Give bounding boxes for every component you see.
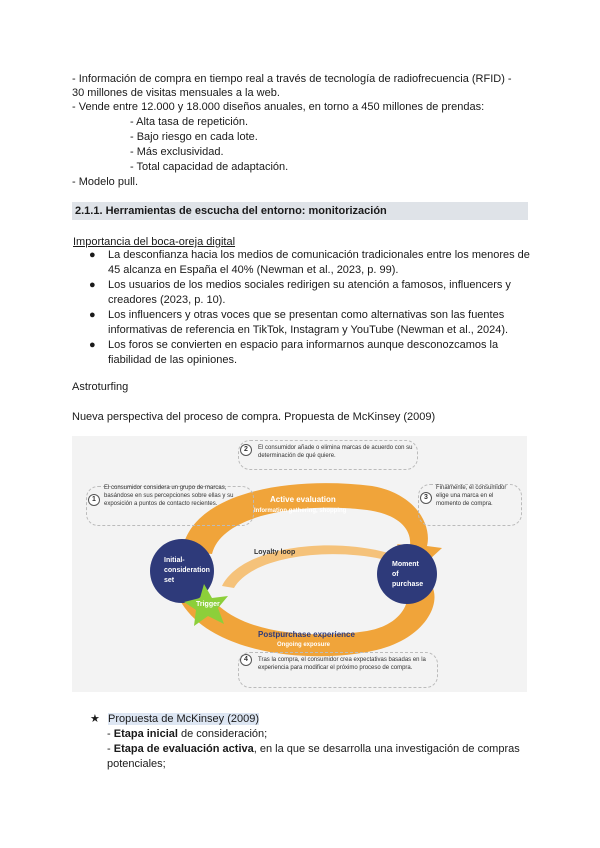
step-2-badge: 2	[240, 444, 252, 456]
moment-label-3: purchase	[392, 581, 424, 588]
bullet-list	[80, 248, 530, 368]
mckinsey-title-line	[90, 712, 259, 727]
intro-sub-item-1: - Alta tasa de repetición.	[130, 116, 249, 128]
intro-line-3: - Vende entre 12.000 y 18.000 diseños anuales, en torno a 450 millones de prendas:	[72, 101, 485, 113]
step-4-badge: 4	[240, 654, 252, 666]
postpurchase-title: Postpurchase experience	[258, 630, 355, 639]
step-1-badge: 1	[88, 494, 100, 506]
note-2: El consumidor añade o elimina marcas de acuerdo con su determinación de qué quiere.	[258, 445, 413, 459]
trigger-label: Trigger	[196, 601, 220, 608]
moment-label-1: Moment	[392, 561, 419, 568]
postpurchase-sub: Ongoing exposure	[277, 642, 331, 648]
section-heading: 2.1.1. Herramientas de escucha del entorno: monitorización	[72, 202, 528, 220]
note-4: Tras la compra, el consumidor crea expectativas basadas en la experiencia para modificar el próximo proceso de compra.	[258, 657, 426, 671]
active-evaluation-title: Active evaluation	[270, 495, 336, 504]
mckinsey-item-2: - Etapa de evaluación activa, en la que se desarrolla una investigación de compras	[107, 743, 520, 755]
initial-label-1: Initial-	[164, 557, 185, 564]
section-subheading: Importancia del boca-oreja digital	[73, 236, 236, 248]
purchase-journey-diagram	[72, 436, 527, 692]
bullet-item: ● La desconfianza hacia los medios de comunicación tradicionales entre los menores de 45 alcanza en España el 40% (Newman et al., 2023, p. 99).	[89, 249, 530, 276]
bullet-item: ● Los usuarios de los medios sociales redirigen su atención a famosos, influencers y creadores (2023, p. 10).	[89, 279, 511, 306]
star-icon: ★	[90, 713, 100, 725]
step-3-badge: 3	[420, 492, 432, 504]
moment-of-purchase-circle	[377, 544, 437, 604]
note-3: Finalmente, el consumidor elige una marca en el momento de compra.	[436, 485, 507, 507]
mckinsey-item-1: - Etapa inicial de consideración;	[107, 728, 268, 740]
intro-line-2: 30 millones de visitas mensuales a la web.	[72, 87, 280, 99]
bullet-dot-icon: ●	[89, 279, 96, 291]
mckinsey-item-2-cont: potenciales;	[107, 758, 166, 770]
intro-line-1: - Información de compra en tiempo real a través de tecnología de radiofrecuencia (RFID) -	[72, 73, 512, 85]
bullet-dot-icon: ●	[89, 309, 96, 321]
mckinsey-title: Propuesta de McKinsey (2009)	[108, 713, 260, 725]
intro-sub-item-3: - Más exclusividad.	[130, 146, 224, 158]
figure-caption: Nueva perspectiva del proceso de compra. Propuesta de McKinsey (2009)	[72, 411, 436, 423]
loyalty-loop-label: Loyalty loop	[254, 549, 296, 556]
bullet-item: ● Los influencers y otras voces que se presentan como alternativas son las fuentes informativas de referencia en TikTok, Instagram y YouTube (Newman et al., 2024).	[89, 309, 509, 336]
initial-label-2: consideration	[164, 567, 210, 574]
intro-sub-item-2: - Bajo riesgo en cada lote.	[130, 131, 258, 143]
bullet-dot-icon: ●	[89, 249, 96, 261]
moment-label-2: of	[392, 571, 399, 578]
active-evaluation-sub: Information gathering, shopping	[254, 508, 347, 514]
intro-sub-item-4: - Total capacidad de adaptación.	[130, 161, 289, 173]
bullet-dot-icon: ●	[89, 339, 96, 351]
note-1: El consumidor considera un grupo de marcas, basándose en sus percepciones sobre ellas y su exposición a puntos de contacto recientes.	[104, 485, 234, 507]
bullet-item: ● Los foros se convierten en espacio para informarnos aunque desconozcamos la fiabilidad de las opiniones.	[89, 339, 499, 366]
initial-label-3: set	[164, 577, 175, 584]
astroturfing-label: Astroturfing	[72, 381, 129, 393]
intro-line-4: - Modelo pull.	[72, 176, 139, 188]
